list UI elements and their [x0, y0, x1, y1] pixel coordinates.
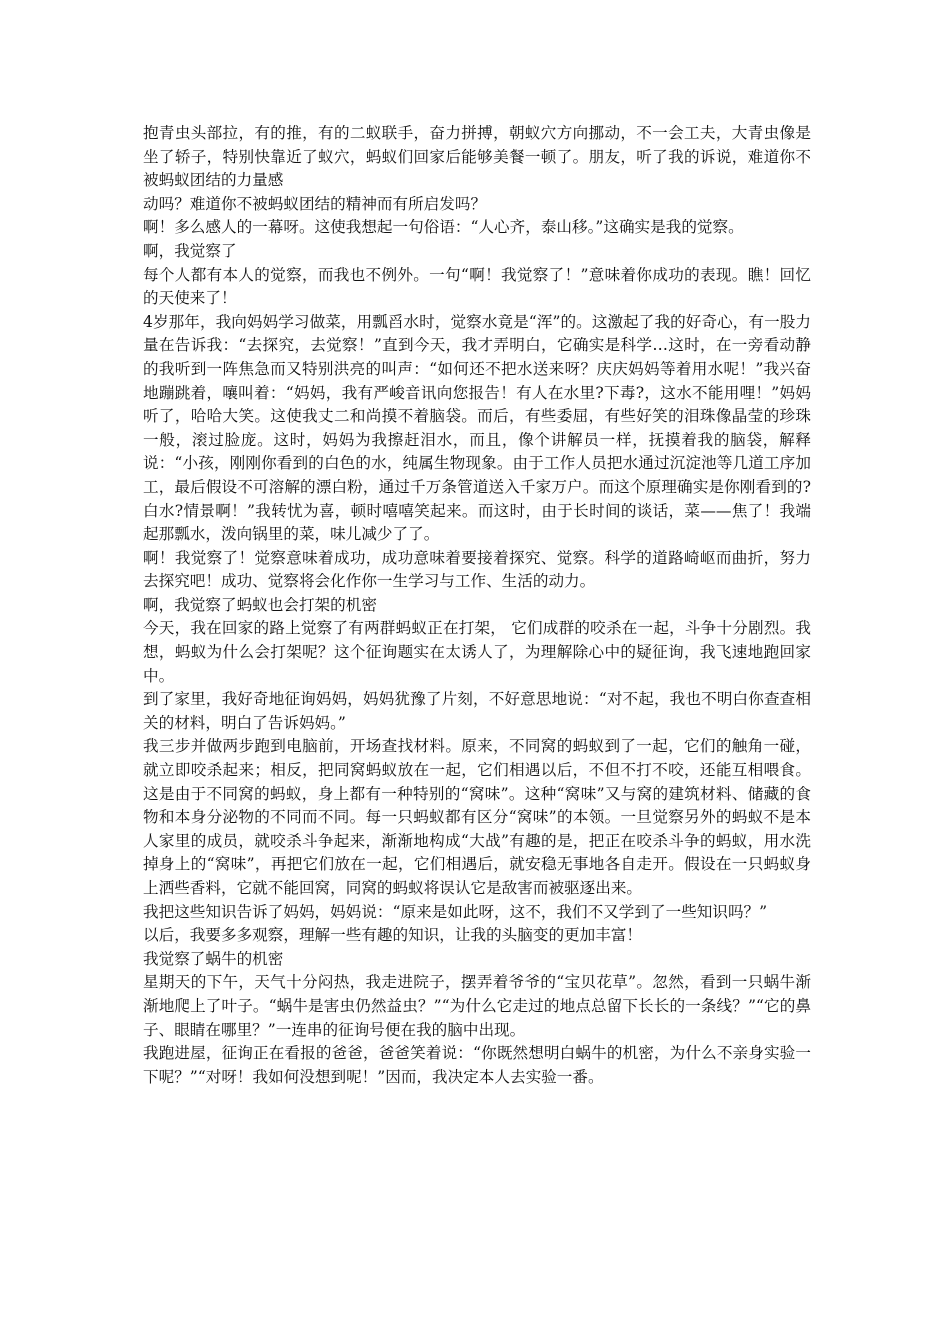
- document-body: [143, 122, 811, 1089]
- paragraph: 4岁那年，我向妈妈学习做菜，用瓢舀水时，觉察水竟是“浑”的。这激起了我的好奇心，有一股力量在告诉我：“去探究，去觉察！”直到今天，我才弄明白，它确实是科学…这时，在一旁看动静的我听到一阵焦急而又特别洪亮的叫声：“如何还不把水送来呀？庆庆妈妈等着用水呢！”我兴奋地蹦跳着，嚷叫着：“妈妈，我有严峻音讯向您报告！有人在水里?下毒?，这水不能用哩！”妈妈听了，哈哈大笑。这使我丈二和尚摸不着脑袋。而后，有些委屈，有些好笑的泪珠像晶莹的珍珠一般，滚过脸庞。这时，妈妈为我擦赶泪水，而且，像个讲解员一样，抚摸着我的脑袋，解释说：“小孩，刚刚你看到的白色的水，纯属生物现象。由于工作人员把水通过沉淀池等几道工序加工，最后假设不可溶解的漂白粉，通过千万条管道送入千家万户。而这个原理确实是你刚看到的?白水?情景啊！”我转忧为喜，顿时嘻嘻笑起来。而这时，由于长时间的谈话，菜——焦了！我端起那瓢水，泼向锅里的菜，味儿减少了了。: [143, 312, 811, 544]
- paragraph: 以后，我要多多观察，理解一些有趣的知识，让我的头脑变的更加丰富！: [143, 926, 643, 945]
- paragraph: 我跑进屋，征询正在看报的爸爸，爸爸笑着说：“你既然想明白蜗牛的机密，为什么不亲身实验一下呢？”“对呀！我如何没想到呢！”因而，我决定本人去实验一番。: [143, 1044, 811, 1086]
- paragraph: 我三步并做两步跑到电脑前，开场查找材料。原来，不同窝的蚂蚁到了一起，它们的触角一碰，就立即咬杀起来；相反，把同窝蚂蚁放在一起，它们相遇以后，不但不打不咬，还能互相喂食。这是由于不同窝的蚂蚁，身上都有一种特别的“窝味”。这种“窝味”又与窝的建筑材料、储藏的食物和本身分泌物的不同而不同。每一只蚂蚁都有区分“窝味”的本领。一旦觉察另外的蚂蚁不是本人家里的成员，就咬杀斗争起来，渐渐地构成“大战”有趣的是，把正在咬杀斗争的蚂蚁，用水洗掉身上的“窝味”，再把它们放在一起，它们相遇后，就安稳无事地各自走开。假设在一只蚂蚁身上洒些香料，它就不能回窝，同窝的蚂蚁将误认它是敌害而被驱逐出来。: [143, 737, 811, 897]
- section-heading: 啊，我觉察了: [143, 241, 237, 260]
- paragraph: 到了家里，我好奇地征询妈妈，妈妈犹豫了片刻，不好意思地说：“对不起，我也不明白你查查相关的材料，明白了告诉妈妈。”: [143, 690, 811, 732]
- paragraph: 我把这些知识告诉了妈妈，妈妈说：“原来是如此呀，这不，我们不又学到了一些知识吗？”: [143, 902, 768, 921]
- paragraph: 啊！我觉察了！觉察意味着成功，成功意味着要接着探究、觉察。科学的道路崎岖而曲折，努力去探究吧！成功、觉察将会化作你一生学习与工作、生活的动力。: [143, 548, 811, 591]
- section-heading: 我觉察了蜗牛的机密: [143, 949, 284, 968]
- paragraph: 抱青虫头部拉，有的推，有的二蚁联手，奋力拼搏，朝蚁穴方向挪动，不一会工夫，大青虫像是坐了轿子，特别快靠近了蚁穴，蚂蚁们回家后能够美餐一顿了。朋友，听了我的诉说，难道你不被蚂蚁团结的力量感: [143, 124, 811, 190]
- paragraph: 每个人都有本人的觉察，而我也不例外。一句“啊！我觉察了！”意味着你成功的表现。瞧！回忆的天使来了！: [143, 265, 811, 308]
- paragraph: 今天，我在回家的路上觉察了有两群蚂蚁正在打架， 它们成群的咬杀在一起，斗争十分剧烈。我想，蚂蚁为什么会打架呢？这个征询题实在太诱人了，为理解除心中的疑征询，我飞速地跑回家中。: [143, 619, 811, 685]
- section-heading: 啊，我觉察了蚂蚁也会打架的机密: [143, 595, 377, 614]
- paragraph: 啊！多么感人的一幕呀。这使我想起一句俗语：“人心齐，泰山移。”这确实是我的觉察。: [143, 218, 744, 237]
- paragraph: 动吗？难道你不被蚂蚁团结的精神而有所启发吗？: [143, 194, 487, 213]
- paragraph: 星期天的下午，天气十分闷热，我走进院子，摆弄着爷爷的“宝贝花草”。忽然，看到一只蜗牛渐渐地爬上了叶子。“蜗牛是害虫仍然益虫？”“为什么它走过的地点总留下长长的一条线？”“它的鼻子、眼睛在哪里？”一连串的征询号便在我的脑中出现。: [143, 973, 811, 1039]
